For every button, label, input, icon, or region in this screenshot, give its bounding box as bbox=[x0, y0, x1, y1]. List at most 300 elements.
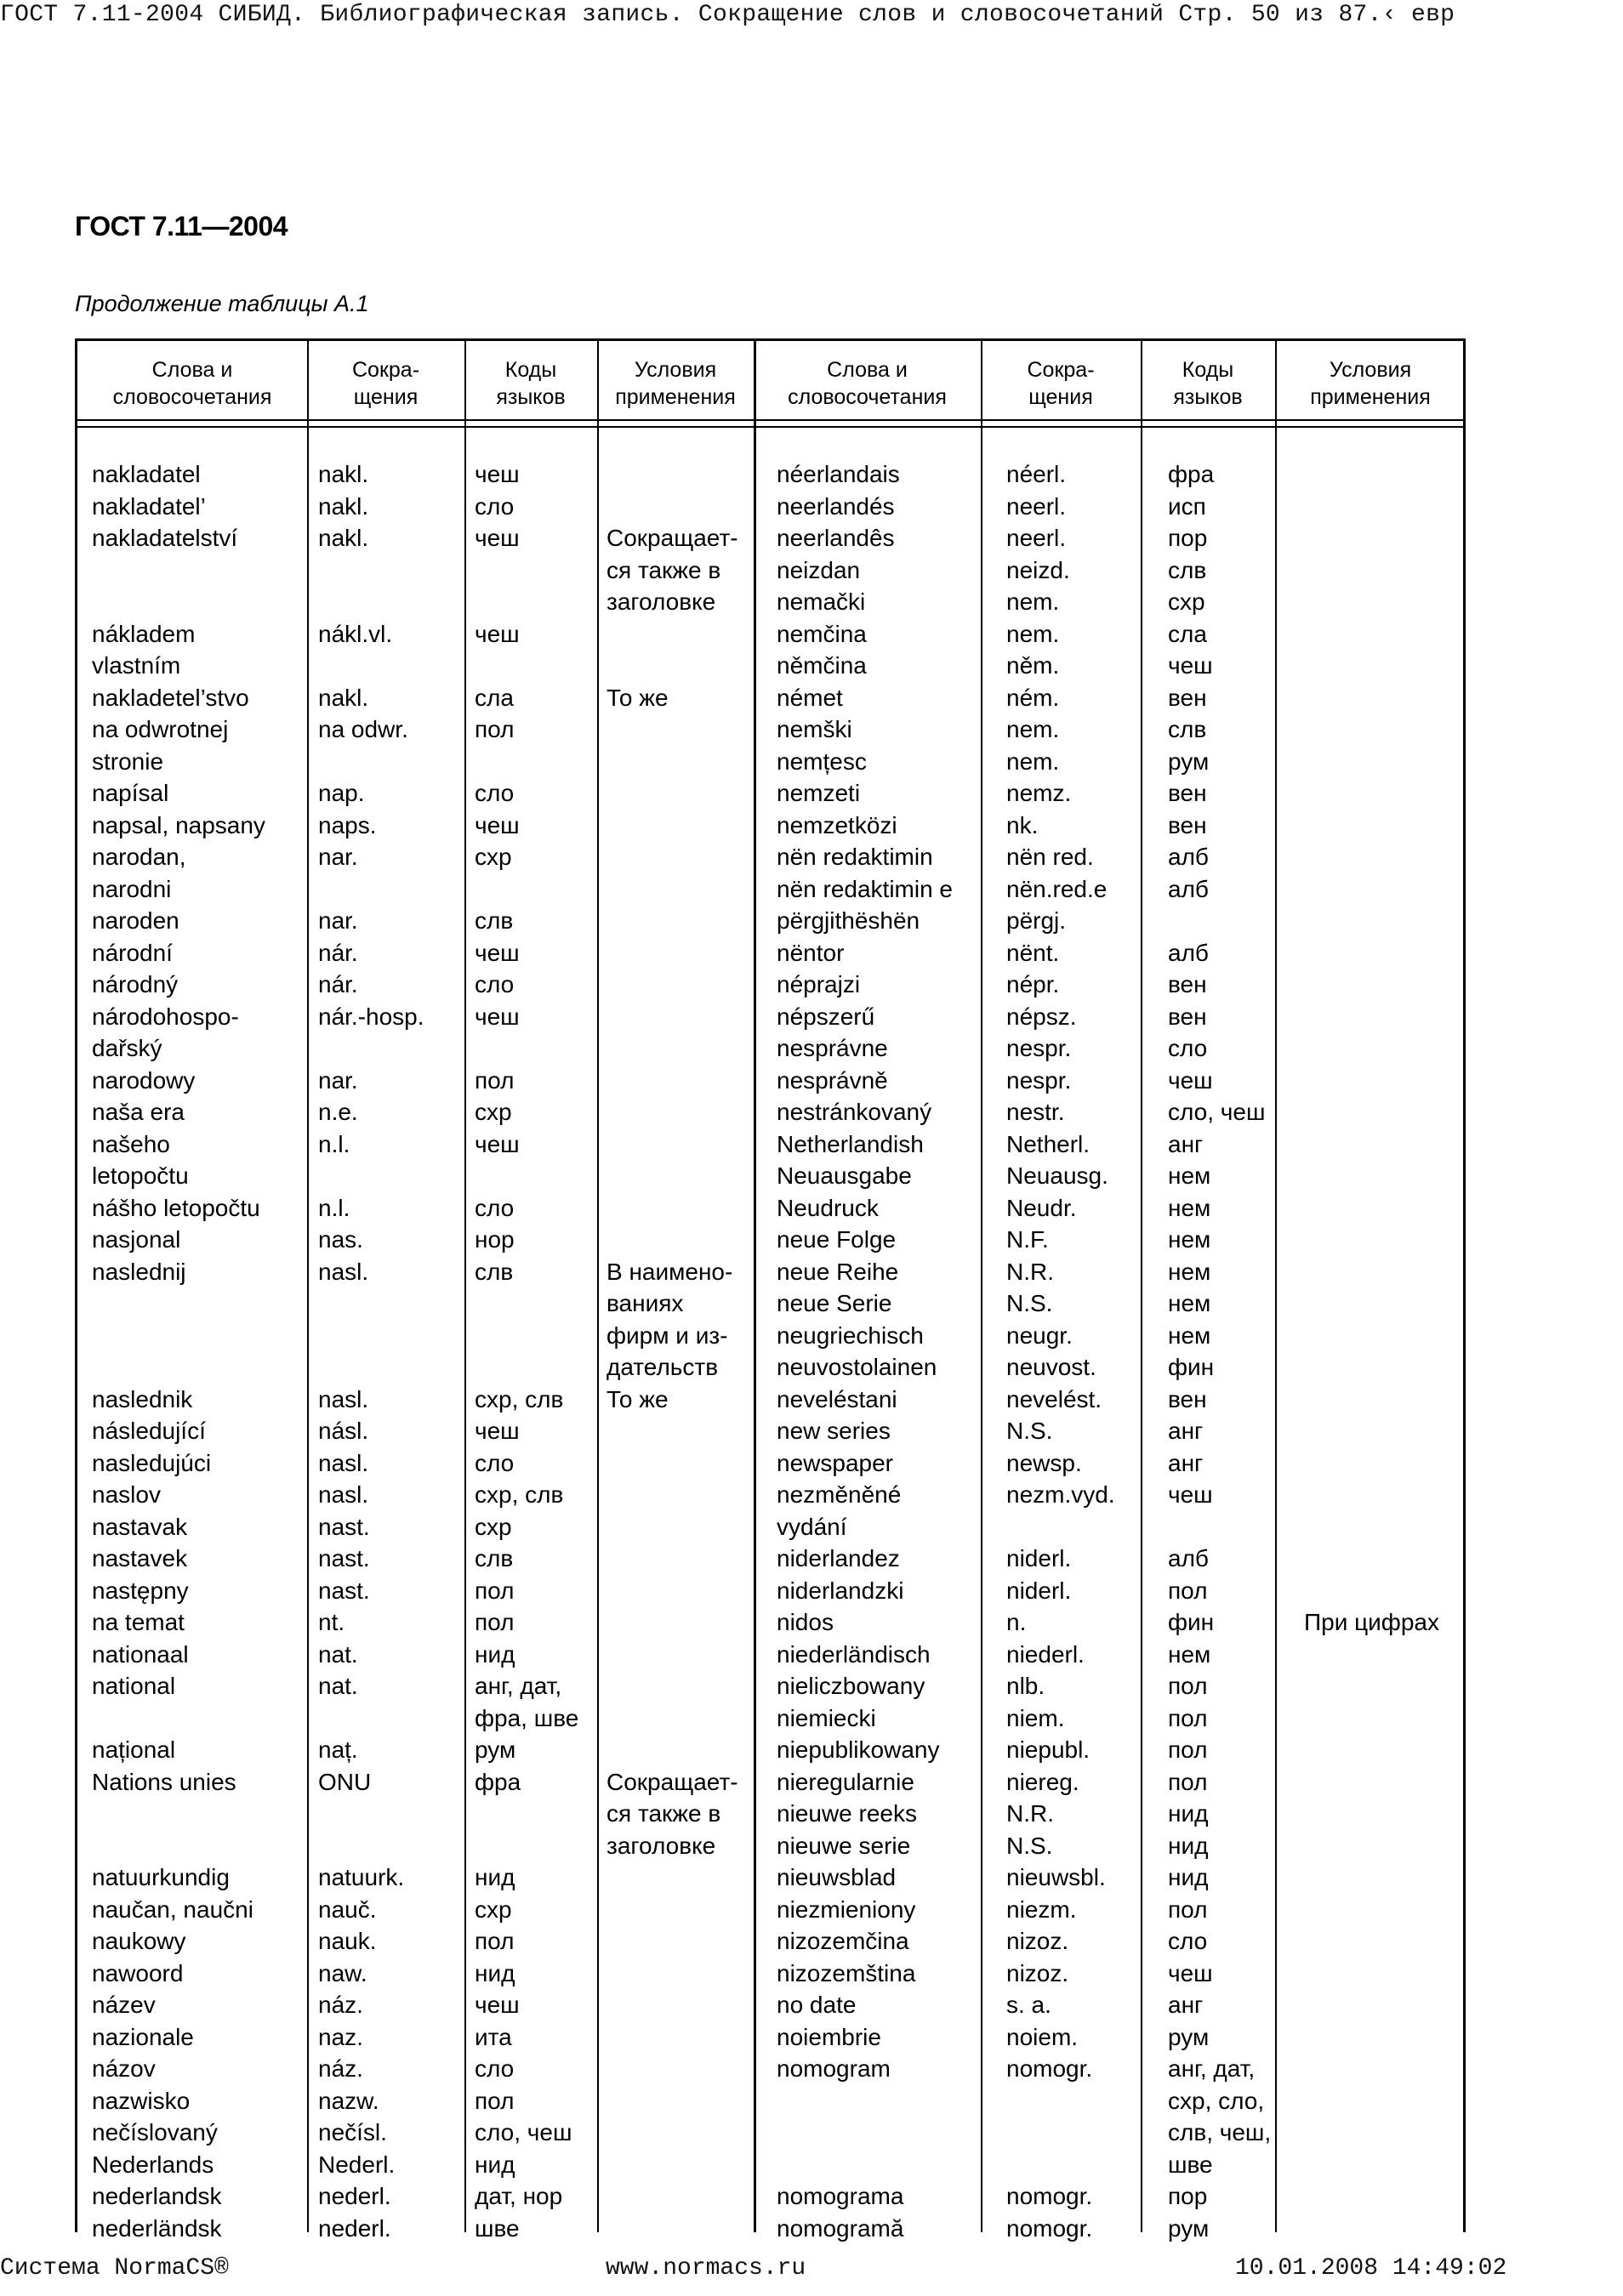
table-cell: neugriechisch bbox=[777, 1321, 924, 1349]
table-cell: ся также в bbox=[606, 556, 721, 583]
table-cell: název bbox=[92, 1992, 156, 2018]
table-cell: nomogr. bbox=[1006, 2183, 1093, 2209]
table-cell: naslednij bbox=[92, 1258, 186, 1285]
table-cell: nasl. bbox=[318, 1449, 369, 1476]
table-cell bbox=[475, 1287, 578, 1320]
table-cell bbox=[1304, 1096, 1439, 1128]
table-cell: нем bbox=[1168, 1290, 1211, 1316]
table-cell: na temat bbox=[92, 1609, 185, 1635]
table-cell bbox=[606, 1734, 738, 1766]
table-cell: пол bbox=[1168, 1704, 1208, 1731]
table-cell bbox=[318, 1798, 424, 1830]
table-cell: шве bbox=[475, 2214, 520, 2242]
table-cell bbox=[1304, 713, 1439, 746]
table-cell: схр bbox=[475, 1099, 512, 1125]
table-cell: néprajzi bbox=[777, 971, 861, 997]
table-cell: nár.-hosp. bbox=[318, 1003, 424, 1030]
table-cell: слв, чеш, bbox=[1168, 2119, 1272, 2145]
table-cell: nën red. bbox=[1006, 844, 1094, 870]
col-divider bbox=[1141, 341, 1142, 2232]
table-cell: nem. bbox=[1006, 747, 1060, 775]
table-cell: nomograma bbox=[777, 2183, 904, 2209]
table-cell bbox=[606, 873, 738, 906]
table-cell: nast. bbox=[318, 1545, 370, 1571]
table-cell: фин bbox=[1168, 1609, 1215, 1635]
table-cell: чеш bbox=[475, 525, 520, 551]
table-cell: následující bbox=[92, 1418, 206, 1444]
table-cell: вен bbox=[1168, 971, 1207, 997]
table-cell: фин bbox=[1168, 1354, 1215, 1380]
col-divider bbox=[1275, 341, 1277, 2232]
table-cell: Nederl. bbox=[318, 2151, 396, 2178]
table-cell: napísal bbox=[92, 780, 169, 806]
table-cell: nakl. bbox=[318, 525, 369, 551]
table-cell: naučan, naučni bbox=[92, 1895, 253, 1923]
table-cell bbox=[92, 1320, 265, 1352]
table-cell: пол bbox=[475, 1577, 515, 1604]
table-cell: Neudr. bbox=[1006, 1194, 1077, 1221]
table-cell bbox=[777, 2117, 953, 2149]
header-words: Слова и словосочетания bbox=[788, 358, 947, 409]
table-cell: чеш bbox=[475, 620, 520, 647]
table-cell: neuvost. bbox=[1006, 1354, 1096, 1380]
table-cell bbox=[606, 618, 738, 651]
table-cell: nakl. bbox=[318, 461, 369, 487]
table-cell: чеш bbox=[475, 939, 520, 966]
table-cell: n.l. bbox=[318, 1130, 350, 1157]
header-words: Слова и словосочетания bbox=[112, 358, 272, 409]
table-cell: анг, дат, bbox=[475, 1673, 562, 1699]
table-cell: сло bbox=[475, 2055, 515, 2082]
table-cell: n. bbox=[1006, 1609, 1027, 1635]
table-cell: пол bbox=[475, 1609, 515, 1635]
table-cell: niderlandez bbox=[777, 1545, 900, 1571]
table-cell: При цифрах bbox=[1304, 1609, 1439, 1635]
table-cell: nečíslovaný bbox=[92, 2119, 218, 2145]
table-cell: ита bbox=[475, 2023, 512, 2050]
table-cell bbox=[1304, 1575, 1439, 1607]
table-cell bbox=[606, 1511, 738, 1543]
table-cell: схр bbox=[1168, 588, 1205, 615]
table-cell: nespr. bbox=[1006, 1035, 1072, 1061]
table-cell: вен bbox=[1168, 811, 1207, 838]
table-cell: фра bbox=[475, 1768, 521, 1795]
table-cell bbox=[92, 1702, 265, 1735]
table-cell: nëntor bbox=[777, 939, 845, 966]
table-cell bbox=[1304, 650, 1439, 682]
table-cell: чеш bbox=[1168, 652, 1213, 679]
table-cell: nomogr. bbox=[1006, 2214, 1093, 2242]
table-cell: сла bbox=[1168, 620, 1207, 647]
table-cell bbox=[606, 1575, 738, 1607]
table-cell: nasl. bbox=[318, 1385, 369, 1412]
right-conditions-column bbox=[1304, 458, 1439, 1639]
table-cell: nastavek bbox=[92, 1545, 188, 1571]
table-cell: пол bbox=[1168, 1673, 1208, 1699]
table-cell: nemțesc bbox=[777, 747, 867, 775]
table-cell: чеш bbox=[475, 1003, 520, 1030]
table-cell: nap. bbox=[318, 780, 365, 806]
table-cell: no date bbox=[777, 1992, 857, 2018]
table-cell: letopočtu bbox=[92, 1162, 189, 1189]
col-divider bbox=[597, 341, 599, 2232]
table-cell: пол bbox=[475, 716, 515, 742]
table-cell bbox=[606, 905, 738, 937]
table-cell bbox=[475, 1320, 578, 1352]
document-code: ГОСТ 7.11—2004 bbox=[75, 211, 288, 242]
table-cell bbox=[606, 1096, 738, 1128]
table-cell: схр bbox=[475, 1513, 512, 1540]
table-cell: s. a. bbox=[1006, 1992, 1051, 2018]
table-cell bbox=[1304, 1032, 1439, 1065]
header-rule bbox=[77, 419, 1463, 421]
table-cell: ONU bbox=[318, 1768, 372, 1795]
header-conditions: Условия применения bbox=[615, 358, 736, 409]
table-cell bbox=[92, 1830, 265, 1862]
table-cell: vlastním bbox=[92, 652, 181, 679]
table-cell: вен bbox=[1168, 1003, 1207, 1030]
table-cell: анг, дат, bbox=[1168, 2055, 1256, 2082]
table-cell: niederländisch bbox=[777, 1640, 931, 1668]
table-cell: niereg. bbox=[1006, 1768, 1079, 1795]
table-cell: národohospo- bbox=[92, 1003, 239, 1030]
table-cell: nespr. bbox=[1006, 1066, 1072, 1094]
table-cell bbox=[606, 1606, 738, 1639]
table-cell: nemški bbox=[777, 716, 852, 742]
table-cell: nat. bbox=[318, 1673, 358, 1699]
table-cell: vydání bbox=[777, 1513, 847, 1540]
table-cell: Nations unies bbox=[92, 1768, 236, 1795]
table-cell: ся также в bbox=[606, 1800, 721, 1827]
table-cell: nast. bbox=[318, 1577, 370, 1604]
table-cell: сло bbox=[475, 780, 515, 806]
table-cell: niem. bbox=[1006, 1704, 1065, 1731]
table-cell bbox=[318, 1351, 424, 1384]
table-cell bbox=[1304, 1160, 1439, 1192]
table-cell: neugr. bbox=[1006, 1321, 1073, 1349]
table-cell: neerl. bbox=[1006, 492, 1067, 520]
table-cell: niederl. bbox=[1006, 1640, 1085, 1668]
table-cell bbox=[1006, 2117, 1115, 2149]
table-cell bbox=[606, 1670, 738, 1702]
table-cell: слв bbox=[1168, 716, 1207, 742]
table-cell: чеш bbox=[1168, 1481, 1213, 1508]
footer-url[interactable]: www.normacs.ru bbox=[606, 2255, 806, 2282]
col-divider bbox=[981, 341, 982, 2232]
table-cell: neue Serie bbox=[777, 1290, 892, 1316]
table-cell bbox=[606, 841, 738, 873]
table-cell: natuurkundig bbox=[92, 1864, 230, 1890]
table-cell: népr. bbox=[1006, 971, 1060, 997]
table-cell: stronie bbox=[92, 747, 164, 775]
table-cell: nast. bbox=[318, 1513, 370, 1540]
table-cell: narodni bbox=[92, 875, 172, 902]
table-cell: слв bbox=[1168, 556, 1207, 583]
table-cell: схр bbox=[475, 1895, 512, 1923]
table-cell bbox=[92, 1287, 265, 1320]
table-cell: neue Folge bbox=[777, 1226, 897, 1253]
table-cell: názov bbox=[92, 2055, 156, 2082]
table-cell: нем bbox=[1168, 1321, 1211, 1349]
table-cell: nationaal bbox=[92, 1640, 189, 1668]
table-cell bbox=[1304, 522, 1439, 554]
table-cell bbox=[606, 1702, 738, 1735]
table-cell: nawoord bbox=[92, 1959, 184, 1986]
table-cell: N.R. bbox=[1006, 1800, 1054, 1827]
table-cell: nieuwe serie bbox=[777, 1832, 911, 1859]
table-cell bbox=[318, 1160, 424, 1192]
table-cell bbox=[606, 1065, 738, 1097]
table-cell bbox=[606, 1192, 738, 1225]
table-cell bbox=[1304, 1320, 1439, 1352]
table-cell bbox=[318, 873, 424, 906]
table-cell bbox=[92, 554, 265, 587]
col-divider bbox=[464, 341, 466, 2232]
table-cell: nasledujúci bbox=[92, 1449, 212, 1476]
table-cell: схр, сло, bbox=[1168, 2087, 1265, 2114]
table-cell: N.S. bbox=[1006, 1832, 1053, 1859]
table-cell: нид bbox=[1168, 1864, 1209, 1890]
table-cell: чеш bbox=[475, 1130, 520, 1157]
table-cell: nakladatel’ bbox=[92, 492, 206, 520]
table-cell: nën redaktimin e bbox=[777, 875, 954, 902]
table-cell: чеш bbox=[475, 1418, 520, 1444]
table-cell: нор bbox=[475, 1226, 515, 1253]
table-cell: nemčina bbox=[777, 620, 867, 647]
table-cell bbox=[475, 554, 578, 587]
table-cell: nakladatelství bbox=[92, 525, 238, 551]
table-cell: слв bbox=[475, 907, 514, 934]
table-cell: нем bbox=[1168, 1194, 1211, 1221]
table-cell: němčina bbox=[777, 652, 867, 679]
table-cell: сло bbox=[475, 1194, 515, 1221]
table-cell: naroden bbox=[92, 907, 179, 934]
table-cell: чеш bbox=[1168, 1066, 1213, 1094]
table-cell: фра, шве bbox=[475, 1704, 579, 1731]
table-cell: nár. bbox=[318, 939, 358, 966]
table-cell: nasjonal bbox=[92, 1226, 181, 1253]
table-cell: пор bbox=[1168, 525, 1208, 551]
table-cell: Neudruck bbox=[777, 1194, 879, 1221]
table-cell bbox=[318, 586, 424, 618]
header-rule bbox=[77, 426, 1463, 428]
table-cell bbox=[606, 777, 738, 810]
table-cell: noiem. bbox=[1006, 2023, 1079, 2050]
table-cell: алб bbox=[1168, 844, 1209, 870]
table-cell bbox=[1304, 1128, 1439, 1161]
right-words-column bbox=[777, 458, 953, 2244]
table-cell: përgjithëshën bbox=[777, 907, 920, 934]
table-cell: слв bbox=[475, 1545, 514, 1571]
table-cell: nasl. bbox=[318, 1258, 369, 1285]
table-cell bbox=[1304, 1287, 1439, 1320]
table-cell: néerlandais bbox=[777, 461, 900, 487]
table-cell bbox=[475, 873, 578, 906]
table-cell bbox=[1304, 1256, 1439, 1288]
table-cell: naps. bbox=[318, 811, 377, 838]
table-cell: niderlandzki bbox=[777, 1577, 904, 1604]
table-cell: neue Reihe bbox=[777, 1258, 899, 1285]
table-cell: нид bbox=[475, 1959, 515, 1986]
table-cell: na odwrotnej bbox=[92, 716, 229, 742]
table-cell: nečísl. bbox=[318, 2119, 387, 2145]
table-cell bbox=[1304, 1001, 1439, 1033]
table-cell: nederlandsk bbox=[92, 2183, 222, 2209]
table-cell: Сокращает- bbox=[606, 1768, 738, 1795]
viewer-header-line: ГОСТ 7.11-2004 СИБИД. Библиографическая запись. Сокращение слов и словосочетаний Стр. 50 из 87.‹ евр bbox=[0, 2, 1455, 28]
left-codes-column bbox=[475, 458, 578, 2244]
table-cell bbox=[606, 746, 738, 778]
table-cell bbox=[1304, 682, 1439, 714]
table-cell: narodowy bbox=[92, 1066, 196, 1094]
table-cell: дательств bbox=[606, 1354, 719, 1380]
table-cell bbox=[606, 1639, 738, 1671]
table-cell: рум bbox=[1168, 747, 1210, 775]
table-cell: Neuausg. bbox=[1006, 1162, 1108, 1189]
table-cell: ваниях bbox=[606, 1290, 684, 1316]
table-cell: нем bbox=[1168, 1640, 1211, 1668]
table-cell: nat. bbox=[318, 1640, 358, 1668]
table-cell bbox=[475, 1830, 578, 1862]
table-cell bbox=[606, 1032, 738, 1065]
table-cell: nederl. bbox=[318, 2214, 391, 2242]
table-cell bbox=[606, 491, 738, 523]
table-cell bbox=[1006, 2085, 1115, 2117]
table-cell bbox=[475, 650, 578, 682]
table-cell: анг bbox=[1168, 1449, 1204, 1476]
table-cell: niepublikowany bbox=[777, 1736, 940, 1763]
table-cell bbox=[1304, 937, 1439, 969]
table-cell: naslov bbox=[92, 1481, 161, 1508]
table-cell: nemzeti bbox=[777, 780, 861, 806]
table-cell bbox=[1304, 1351, 1439, 1384]
left-conditions-column bbox=[606, 458, 738, 1861]
table-cell: nk. bbox=[1006, 811, 1039, 838]
table-cell: našeho bbox=[92, 1130, 170, 1157]
table-cell: następny bbox=[92, 1577, 189, 1604]
table-cell: сло bbox=[475, 492, 515, 520]
table-cell: nakl. bbox=[318, 492, 369, 520]
table-cell: вен bbox=[1168, 780, 1207, 806]
table-cell bbox=[1006, 1511, 1115, 1543]
table-cell: заголовке bbox=[606, 1832, 716, 1859]
table-cell: nákl.vl. bbox=[318, 620, 393, 647]
table-cell bbox=[1304, 873, 1439, 906]
table-cell bbox=[92, 1351, 265, 1384]
table-cell: схр bbox=[475, 844, 512, 870]
table-cell: дат, нор bbox=[475, 2183, 563, 2209]
table-cell: nieuwsblad bbox=[777, 1864, 897, 1890]
table-cell bbox=[1006, 2149, 1115, 2181]
col-divider bbox=[307, 341, 309, 2232]
table-cell: нид bbox=[1168, 1832, 1209, 1859]
table-cell: nevelést. bbox=[1006, 1385, 1102, 1412]
table-cell bbox=[475, 1032, 578, 1065]
table-cell: nesprávne bbox=[777, 1035, 888, 1061]
table-cell bbox=[475, 746, 578, 778]
table-cell bbox=[1304, 458, 1439, 491]
table-cell: исп bbox=[1168, 492, 1206, 520]
table-cell: анг bbox=[1168, 1130, 1204, 1157]
table-cell: násl. bbox=[318, 1418, 369, 1444]
table-cell bbox=[318, 1702, 424, 1735]
table-cell: nieliczbowany bbox=[777, 1673, 925, 1699]
table-cell: niepubl. bbox=[1006, 1736, 1091, 1763]
table-cell: сла bbox=[475, 684, 514, 711]
table-cell bbox=[606, 650, 738, 682]
table-cell bbox=[777, 2085, 953, 2117]
header-abbr: Сокра- щения bbox=[1027, 358, 1095, 409]
table-cell bbox=[475, 586, 578, 618]
table-cell: nakladatel bbox=[92, 461, 201, 487]
table-cell: niezmieniony bbox=[777, 1895, 916, 1923]
table-cell: nieregularnie bbox=[777, 1768, 914, 1795]
table-cell bbox=[1304, 1415, 1439, 1447]
table-cell bbox=[606, 1224, 738, 1256]
table-cell: N.S. bbox=[1006, 1290, 1053, 1316]
table-cell: nazwisko bbox=[92, 2087, 191, 2114]
table-cell: анг bbox=[1168, 1992, 1204, 2018]
table-cell: анг bbox=[1168, 1418, 1204, 1444]
table-cell: Netherlandish bbox=[777, 1130, 924, 1157]
table-cell bbox=[606, 937, 738, 969]
col-divider-center bbox=[754, 341, 756, 2232]
table-cell: newsp. bbox=[1006, 1449, 1082, 1476]
table-cell: new series bbox=[777, 1418, 891, 1444]
table-cell bbox=[1304, 1224, 1439, 1256]
table-cell: N.F. bbox=[1006, 1226, 1049, 1253]
table-cell: алб bbox=[1168, 1545, 1209, 1571]
table-cell bbox=[606, 713, 738, 746]
table-cell: В наимено- bbox=[606, 1258, 733, 1285]
table-cell: neuvostolainen bbox=[777, 1354, 937, 1380]
table-cell: nizozemčina bbox=[777, 1928, 909, 1954]
table-cell bbox=[606, 1479, 738, 1511]
table-cell: шве bbox=[1168, 2151, 1213, 2178]
table-cell: ném. bbox=[1006, 684, 1060, 711]
left-abbr-column bbox=[318, 458, 424, 2244]
table-cell bbox=[1304, 1065, 1439, 1097]
table-cell: nizoz. bbox=[1006, 1959, 1069, 1986]
table-cell bbox=[1304, 969, 1439, 1001]
abbreviation-table bbox=[75, 338, 1466, 2242]
table-cell: пол bbox=[1168, 1768, 1208, 1795]
table-cell: nederl. bbox=[318, 2183, 391, 2209]
table-cell: niderl. bbox=[1006, 1577, 1072, 1604]
table-cell: nieuwsbl. bbox=[1006, 1864, 1106, 1890]
table-cell: náz. bbox=[318, 2055, 363, 2082]
table-cell: naukowy bbox=[92, 1928, 186, 1954]
table-cell: Nederlands bbox=[92, 2151, 214, 2178]
table-cell: пол bbox=[1168, 1736, 1208, 1763]
table-cell: nauk. bbox=[318, 1928, 377, 1954]
table-cell: niezm. bbox=[1006, 1895, 1077, 1923]
table-cell: вен bbox=[1168, 684, 1207, 711]
table-cell bbox=[1304, 586, 1439, 618]
table-cell: národní bbox=[92, 939, 173, 966]
table-cell bbox=[475, 1798, 578, 1830]
table-cell: нем bbox=[1168, 1258, 1211, 1285]
table-cell: nën.red.e bbox=[1006, 875, 1108, 902]
table-cell: nieuwe reeks bbox=[777, 1800, 917, 1827]
table-cell: nakl. bbox=[318, 684, 369, 711]
table-cell: noiembrie bbox=[777, 2023, 881, 2050]
table-cell: рум bbox=[475, 1736, 516, 1763]
table-cell: na odwr. bbox=[318, 716, 408, 742]
table-cell: нид bbox=[475, 1864, 515, 1890]
table-cell bbox=[318, 1287, 424, 1320]
table-cell: алб bbox=[1168, 939, 1209, 966]
